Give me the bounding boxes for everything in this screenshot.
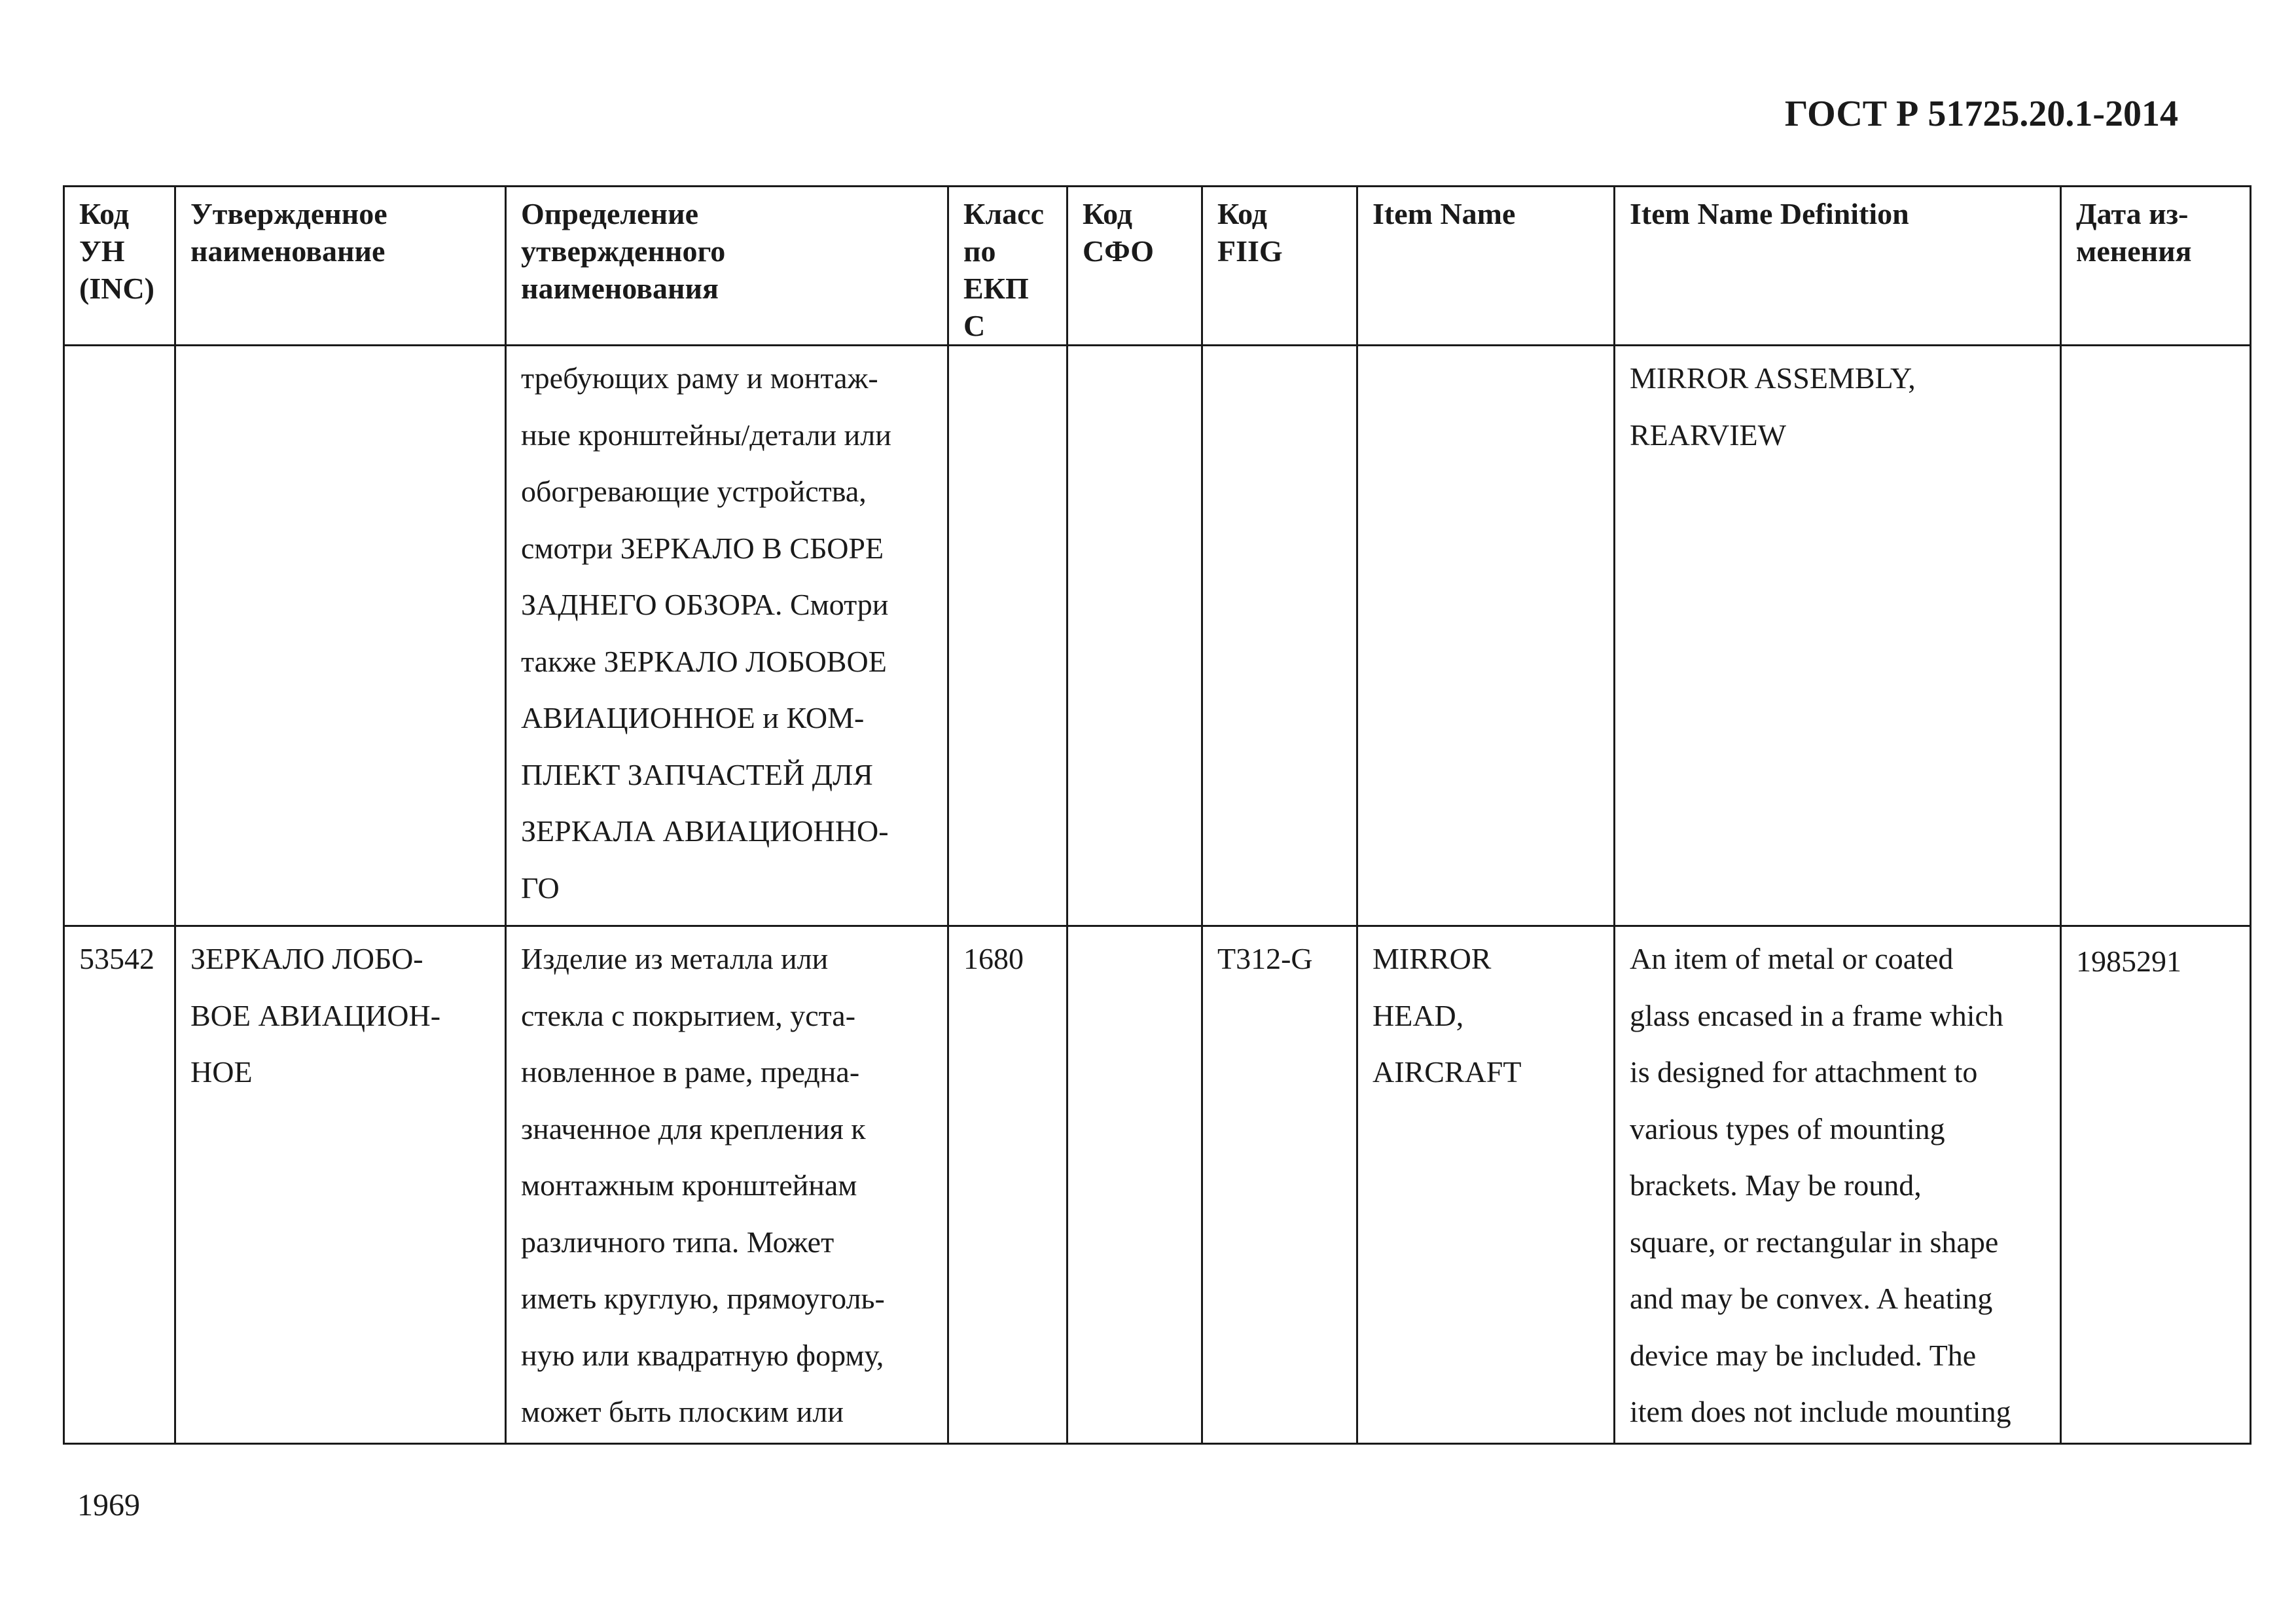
cell-inc — [64, 346, 175, 926]
cell-fiig-code: T312-G — [1202, 926, 1357, 1444]
cell-line: менения — [2076, 234, 2192, 268]
cell-line: glass encased in a frame which — [1630, 998, 2003, 1032]
cell-ekps-class: 1680 — [948, 926, 1067, 1444]
cell-line: требующих раму и монтаж- — [521, 361, 878, 395]
document-standard-code: ГОСТ Р 51725.20.1-2014 — [1784, 94, 2178, 134]
cell-change-date: 1985291 — [2061, 926, 2251, 1444]
cell-line: ную или квадратную форму, — [521, 1338, 884, 1372]
cell-sfo-code — [1067, 346, 1202, 926]
cell-sfo-code — [1067, 926, 1202, 1444]
header-definition — [506, 187, 948, 346]
cell-line: item does not include mounting — [1630, 1395, 2011, 1428]
cell-line: Item Name — [1372, 197, 1516, 230]
cell-line: Класс — [963, 197, 1044, 230]
cell-definition — [506, 346, 948, 926]
cell-line: Определение — [521, 197, 699, 230]
cell-ekps-class — [948, 346, 1067, 926]
cell-line: ГО — [521, 871, 560, 905]
cell-item-name-definition — [1615, 346, 2061, 926]
cell-item-name — [1357, 926, 1615, 1444]
header-item-name-definition — [1615, 187, 2061, 346]
header-fiig-code — [1202, 187, 1357, 346]
header-change-date — [2061, 187, 2251, 346]
cell-line: наименования — [521, 272, 719, 305]
cell-change-date — [2061, 346, 2251, 926]
cell-line: ПЛЕКТ ЗАПЧАСТЕЙ ДЛЯ — [521, 757, 873, 791]
cell-line: ные кронштейны/детали или — [521, 418, 891, 452]
cell-line: Изделие из металла или — [521, 942, 829, 975]
table-row-53542 — [64, 926, 2251, 1444]
cell-line: иметь круглую, прямоуголь- — [521, 1282, 885, 1315]
header-item-name — [1357, 187, 1615, 346]
cell-line: смотри ЗЕРКАЛО В СБОРЕ — [521, 531, 884, 565]
cell-line: REARVIEW — [1630, 418, 1787, 452]
cell-line: Код — [79, 197, 130, 230]
cell-line: СФО — [1083, 234, 1155, 268]
cell-line: ЗЕРКАЛО ЛОБО- — [190, 942, 423, 975]
cell-line: ЗАДНЕГО ОБЗОРА. Смотри — [521, 588, 889, 621]
cell-line: Дата из- — [2076, 197, 2189, 230]
cell-line: обогревающие устройства, — [521, 475, 867, 508]
cell-line: монтажным кронштейнам — [521, 1168, 857, 1202]
header-approved-name — [175, 187, 506, 346]
cell-line: Код — [1217, 197, 1268, 230]
cell-line: Код — [1083, 197, 1133, 230]
cell-line: НОЕ — [190, 1055, 253, 1089]
cell-line: FIIG — [1217, 234, 1283, 268]
cell-item-name-definition — [1615, 926, 2061, 1444]
cell-line: brackets. May be round, — [1630, 1168, 1922, 1202]
cell-line: ЕКП — [963, 272, 1029, 305]
cell-line: утвержденного — [521, 234, 726, 268]
cell-line: по — [963, 234, 996, 268]
cell-line: and may be convex. A heating — [1630, 1282, 1993, 1315]
cell-line: HEAD, — [1372, 998, 1464, 1032]
cell-inc: 53542 — [64, 926, 175, 1444]
cell-line: various types of mounting — [1630, 1111, 1945, 1146]
cell-approved-name — [175, 346, 506, 926]
catalog-table — [63, 185, 2251, 1445]
cell-line: различного типа. Может — [521, 1225, 834, 1259]
header-ekps-class — [948, 187, 1067, 346]
page-number: 1969 — [77, 1488, 140, 1523]
cell-line: АВИАЦИОННОЕ и КОМ- — [521, 701, 865, 734]
cell-line: может быть плоским или — [521, 1395, 844, 1428]
cell-approved-name — [175, 926, 506, 1444]
cell-line: С — [963, 309, 986, 342]
cell-fiig-code — [1202, 346, 1357, 926]
table-row-continuation — [64, 346, 2251, 926]
cell-line: Утвержденное — [190, 197, 387, 230]
cell-line: MIRROR ASSEMBLY, — [1630, 361, 1916, 395]
cell-line: An item of metal or coated — [1630, 942, 1954, 975]
cell-line: (INC) — [79, 272, 154, 305]
cell-line: также ЗЕРКАЛО ЛОБОВОЕ — [521, 644, 887, 678]
cell-line: УН — [79, 234, 125, 268]
cell-line: MIRROR — [1372, 942, 1492, 975]
cell-line: square, or rectangular in shape — [1630, 1225, 1999, 1259]
cell-definition — [506, 926, 948, 1444]
cell-line: наименование — [190, 234, 386, 268]
cell-line: ВОЕ АВИАЦИОН- — [190, 998, 441, 1032]
cell-line: новленное в раме, предна- — [521, 1055, 860, 1089]
cell-line: ЗЕРКАЛА АВИАЦИОННО- — [521, 814, 889, 848]
cell-line: device may be included. The — [1630, 1338, 1977, 1372]
cell-line: стекла с покрытием, уста- — [521, 998, 856, 1032]
table-header-row — [64, 187, 2251, 346]
cell-line: значенное для крепления к — [521, 1111, 866, 1146]
cell-line: Item Name Definition — [1630, 197, 1909, 230]
header-sfo-code — [1067, 187, 1202, 346]
cell-item-name — [1357, 346, 1615, 926]
cell-line: AIRCRAFT — [1372, 1055, 1522, 1089]
header-inc — [64, 187, 175, 346]
cell-line: is designed for attachment to — [1630, 1055, 1978, 1089]
